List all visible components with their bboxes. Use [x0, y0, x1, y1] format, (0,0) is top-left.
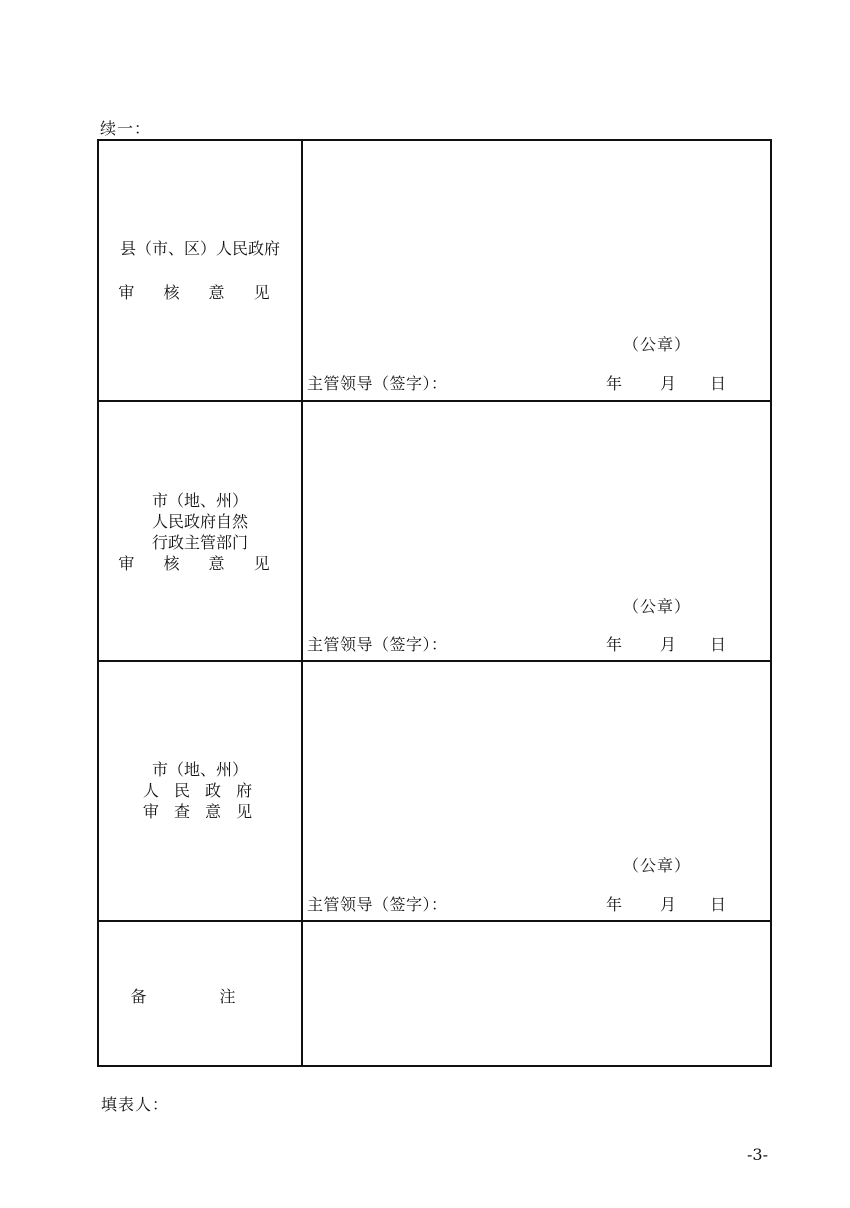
prefecture-gov-review-row: [99, 660, 770, 920]
prefecture-dept-label-line-2: 人民政府自然: [151, 512, 248, 531]
remarks-row: [99, 920, 770, 1067]
date-day-label: 日: [710, 635, 727, 654]
date-day-label: 日: [710, 895, 727, 914]
prefecture-dept-opinion-cell[interactable]: [303, 402, 770, 660]
date-year-label: 年: [606, 895, 623, 914]
official-seal-label: （公章）: [623, 335, 692, 354]
leader-signature-label: 主管领导（签字）：: [307, 895, 448, 914]
prefecture-dept-review-row: [99, 400, 770, 660]
county-review-label-line-1: 县（市、区）人民政府: [119, 239, 280, 258]
county-review-label-cell: [99, 141, 303, 400]
approval-form-table: [97, 139, 772, 1067]
page-number: -3-: [747, 1145, 768, 1164]
prefecture-dept-label-line-4: 审 核 意 见: [118, 554, 282, 573]
date-month-label: 月: [660, 374, 677, 393]
prefecture-gov-label-line-3: 审 查 意 见: [142, 802, 258, 821]
form-filler-label: 填表人：: [101, 1095, 170, 1114]
county-review-opinion-cell[interactable]: [303, 141, 770, 400]
date-month-label: 月: [660, 895, 677, 914]
prefecture-gov-label-line-2: 人 民 政 府: [142, 781, 258, 800]
prefecture-dept-review-label-cell: [99, 402, 303, 660]
official-seal-label: （公章）: [623, 597, 692, 616]
prefecture-gov-opinion-cell[interactable]: [303, 662, 770, 920]
date-day-label: 日: [710, 374, 727, 393]
county-review-label-line-2: 审 核 意 见: [118, 283, 282, 302]
remarks-label: 备 注: [130, 987, 270, 1006]
date-year-label: 年: [606, 374, 623, 393]
official-seal-label: （公章）: [623, 856, 692, 875]
remarks-content-cell[interactable]: [303, 922, 770, 1067]
prefecture-gov-review-label-cell: [99, 662, 303, 920]
continuation-heading: 续一：: [100, 119, 152, 138]
date-year-label: 年: [606, 635, 623, 654]
remarks-label-cell: [99, 922, 303, 1067]
prefecture-dept-label-line-3: 行政主管部门: [151, 533, 248, 552]
date-month-label: 月: [660, 635, 677, 654]
leader-signature-label: 主管领导（签字）：: [307, 635, 448, 654]
prefecture-gov-label-line-1: 市（地、州）: [151, 760, 248, 779]
leader-signature-label: 主管领导（签字）：: [307, 374, 448, 393]
county-review-row: [99, 141, 770, 400]
prefecture-dept-label-line-1: 市（地、州）: [151, 491, 248, 510]
